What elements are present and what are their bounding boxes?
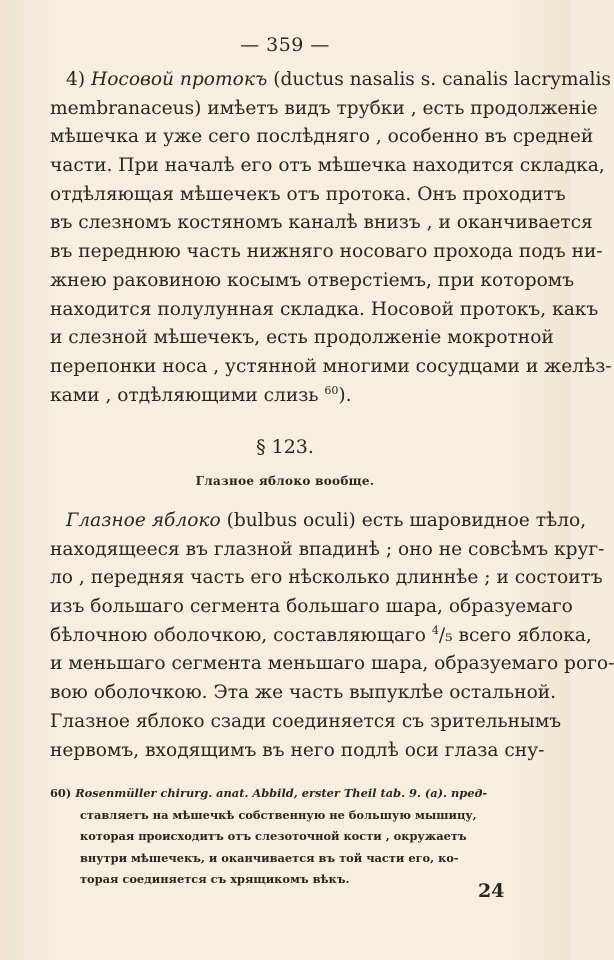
text-line: нервомъ, входящимъ въ него подлѣ оси глаза сну- [50,739,545,761]
page-number: — 359 — [240,34,330,56]
text-fragment: Rosenmüller chirurg. anat. Abbild, erster Theil tab. 9. (a). пред- [71,786,488,800]
footnote-line: торая соединяется съ хрящикомъ вѣкъ. [80,872,350,886]
footnote-line: внутри мѣшечекъ, и оканчивается въ той части его, ко- [80,850,459,865]
footnote-line: которая происходитъ отъ слезоточной кости , окружаетъ [80,829,467,843]
term-italic: Носовой протокъ [91,69,268,90]
text-line: и слезной мѣшечекъ, есть продолженіе мокротной [50,327,554,349]
text-line: находится полулунная складка. Носовой протокъ, какъ [50,298,599,320]
text-fragment: (ductus nasalis s. canalis lacrymalis [267,69,611,90]
fraction-denominator: /₅ [438,624,453,646]
text-line: изъ большаго сегмента большаго шара, образуемаго [50,596,573,618]
footnote-line [50,783,540,805]
fraction-numerator: 4 [431,623,439,637]
footnote [50,783,540,891]
text-line: перепонки носа , устянной многими сосудцами и желѣз- [50,355,612,377]
text-fragment: ками , отдѣляющими слизь [50,384,325,406]
fraction [432,625,453,646]
text-line: отдѣляющая мѣшечекъ отъ протока. Онъ проходитъ [50,183,566,205]
text-fragment: (bulbus oculi) есть шаровидное тѣло, [220,510,587,531]
section-number: § 123. [256,436,314,458]
paragraph-nasal-duct [50,66,612,410]
item-number: 4) [66,69,91,90]
text-line [50,507,587,536]
text-fragment: бѣлочною оболочкою, составляющаго [50,624,432,646]
text-line: membranaceus) имѣетъ видъ трубки , есть продолженіе [50,97,598,119]
text-line: мѣшечка и уже сего послѣдняго , особенно въ средней [50,126,594,148]
footnote-number: 60) [50,786,72,800]
text-line: въ слезномъ костяномъ каналѣ внизъ , и оканчивается [50,212,593,234]
paragraph-eyeball [50,507,614,765]
text-line: находящееся въ глазной впадинѣ ; оно не совсѣмъ круг- [50,538,605,560]
text-fragment: ). [338,384,352,406]
text-line: въ переднюю часть нижняго носоваго прохода подъ ни- [50,241,603,263]
text-line: части. При началѣ его отъ мѣшечка находится складка, [50,155,605,177]
text-line: вою оболочкою. Эта же часть выпуклѣе остальной. [50,682,557,704]
footnote-ref: 60 [324,383,339,397]
text-line [50,622,592,651]
section-heading: Глазное яблоко вообще. [195,474,375,488]
text-line: Глазное яблоко сзади соединяется съ зрительнымъ [50,710,562,732]
text-line [50,382,540,411]
text-line: и меньшаго сегмента меньшаго шара, образуемаго рогo- [50,653,614,675]
text-line: жнею раковиною косымъ отверстіемъ, при которомъ [50,269,575,291]
term-italic: Глазное яблоко [66,510,221,531]
text-line: ло , передняя часть его нѣсколько длиннѣе ; и состоитъ [50,567,603,589]
footnote-line: ставляетъ на мѣшечкѣ собственную не большую мышицу, [80,807,477,822]
signature-mark: 24 [478,880,505,902]
text-line [50,66,611,95]
text-fragment: всего яблока, [452,624,592,646]
